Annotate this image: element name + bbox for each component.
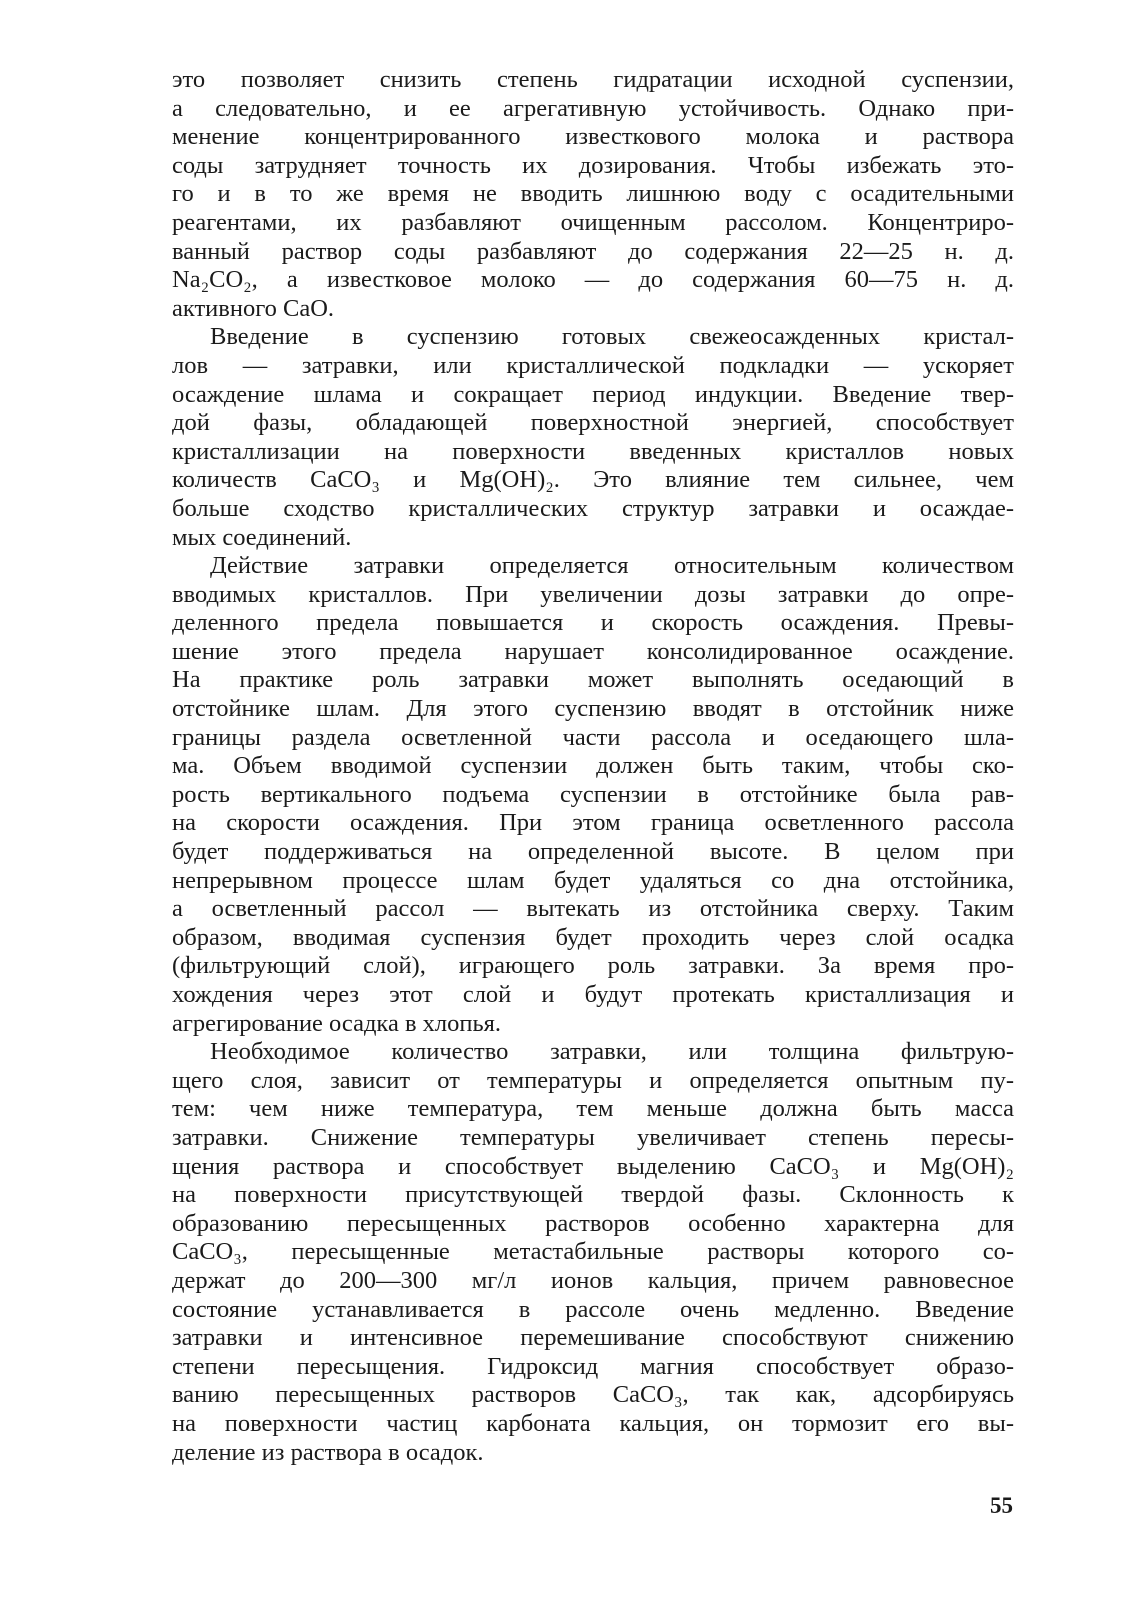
text-line: ванный раствор соды разбавляют до содержания 22—25 н. д.: [172, 237, 1014, 265]
text-line: хождения через этот слой и будут протекать кристаллизация и: [172, 981, 1014, 1008]
text-line: непрерывном процессе шлам будет удаляться со дна отстойника,: [172, 866, 1014, 894]
text-line: отстойнике шлам. Для этого суспензию вводят в отстойник ниже: [172, 695, 1014, 723]
text-line: Необходимое количество затравки, или толщина фильтрую-: [210, 1038, 1014, 1066]
text-line: менение концентрированного известкового молока и раствора: [172, 123, 1014, 151]
text-line: а следовательно, и ее агрегативную устойчивость. Однако при-: [172, 94, 1014, 122]
text-line: Na₂CO₂, а известковое молоко — до содержания 60—75 н. д.: [172, 266, 1014, 294]
page-body: [172, 66, 1014, 1467]
text-line: мых соединений.: [172, 523, 352, 551]
text-line: На практике роль затравки может выполнять оседающий в: [172, 666, 1014, 694]
paragraph-p1: [172, 66, 1014, 323]
text-line: деление из раствора в осадок.: [172, 1438, 484, 1466]
text-line: будет поддерживаться на определенной высоте. В целом при: [172, 838, 1014, 866]
paragraph-p2: [172, 323, 1014, 552]
text-line: количеств CaCO₃ и Mg(OH)₂. Это влияние тем сильнее, чем: [172, 466, 1014, 494]
text-line: ма. Объем вводимой суспензии должен быть таким, чтобы ско-: [172, 752, 1014, 780]
text-line: на поверхности частиц карбоната кальция, он тормозит его вы-: [172, 1409, 1014, 1437]
text-line: шение этого предела нарушает консолидированное осаждение.: [172, 637, 1014, 665]
text-line: степени пересыщения. Гидроксид магния способствует образо-: [172, 1352, 1014, 1380]
text-line: держат до 200—300 мг/л ионов кальция, причем равновесное: [172, 1266, 1014, 1294]
text-line: затравки. Снижение температуры увеличивает степень пересы-: [172, 1123, 1014, 1151]
text-line: на скорости осаждения. При этом граница осветленного рассола: [172, 809, 1014, 837]
text-line: границы раздела осветленной части рассола и оседающего шла-: [172, 723, 1014, 751]
text-line: ванию пересыщенных растворов CaCO₃, так как, адсорбируясь: [172, 1381, 1014, 1409]
text-line: образом, вводимая суспензия будет проходить через слой осадка: [172, 923, 1014, 951]
text-line: реагентами, их разбавляют очищенным рассолом. Концентриро-: [172, 208, 1014, 236]
text-line: вводимых кристаллов. При увеличении дозы затравки до опре-: [172, 580, 1014, 608]
text-line: образованию пересыщенных растворов особенно характерна для: [172, 1209, 1014, 1237]
text-line: затравки и интенсивное перемешивание способствуют снижению: [172, 1324, 1014, 1352]
text-line: а осветленный рассол — вытекать из отстойника сверху. Таким: [172, 895, 1014, 923]
text-line: рость вертикального подъема суспензии в отстойнике была рав-: [172, 780, 1014, 808]
text-line: это позволяет снизить степень гидратации исходной суспензии,: [172, 66, 1014, 93]
text-line: осаждение шлама и сокращает период индукции. Введение твер-: [172, 380, 1014, 408]
text-line: на поверхности присутствующей твердой фазы. Склонность к: [172, 1181, 1014, 1209]
text-line: Действие затравки определяется относительным количеством: [210, 552, 1014, 580]
paragraph-p3: [172, 552, 1014, 1038]
text-line: щего слоя, зависит от температуры и определяется опытным пу-: [172, 1066, 1014, 1094]
text-line: дой фазы, обладающей поверхностной энергией, способствует: [172, 409, 1014, 437]
text-line: соды затрудняет точность их дозирования. Чтобы избежать это-: [172, 151, 1014, 179]
text-line: Введение в суспензию готовых свежеосажденных кристал-: [210, 323, 1014, 351]
text-line: CaCO₃, пересыщенные метастабильные растворы которого со-: [172, 1238, 1014, 1266]
text-line: больше сходство кристаллических структур затравки и осаждае-: [172, 494, 1014, 522]
paragraph-p4: [172, 1038, 1014, 1467]
text-line: тем: чем ниже температура, тем меньше должна быть масса: [172, 1095, 1014, 1123]
text-line: го и в то же время не вводить лишнюю воду с осадительными: [172, 180, 1014, 208]
text-line: агрегирование осадка в хлопья.: [172, 1009, 502, 1037]
text-line: щения раствора и способствует выделению CaCO₃ и Mg(OH)₂: [172, 1152, 1014, 1180]
text-line: кристаллизации на поверхности введенных кристаллов новых: [172, 437, 1014, 465]
text-line: деленного предела повышается и скорость осаждения. Превы-: [172, 609, 1014, 637]
text-line: (фильтрующий слой), играющего роль затравки. За время про-: [172, 952, 1014, 980]
text-line: лов — затравки, или кристаллической подкладки — ускоряет: [172, 351, 1014, 379]
text-line: состояние устанавливается в рассоле очень медленно. Введение: [172, 1295, 1014, 1323]
text-line: активного CaO.: [172, 294, 335, 322]
page-number: 55: [990, 1493, 1013, 1518]
